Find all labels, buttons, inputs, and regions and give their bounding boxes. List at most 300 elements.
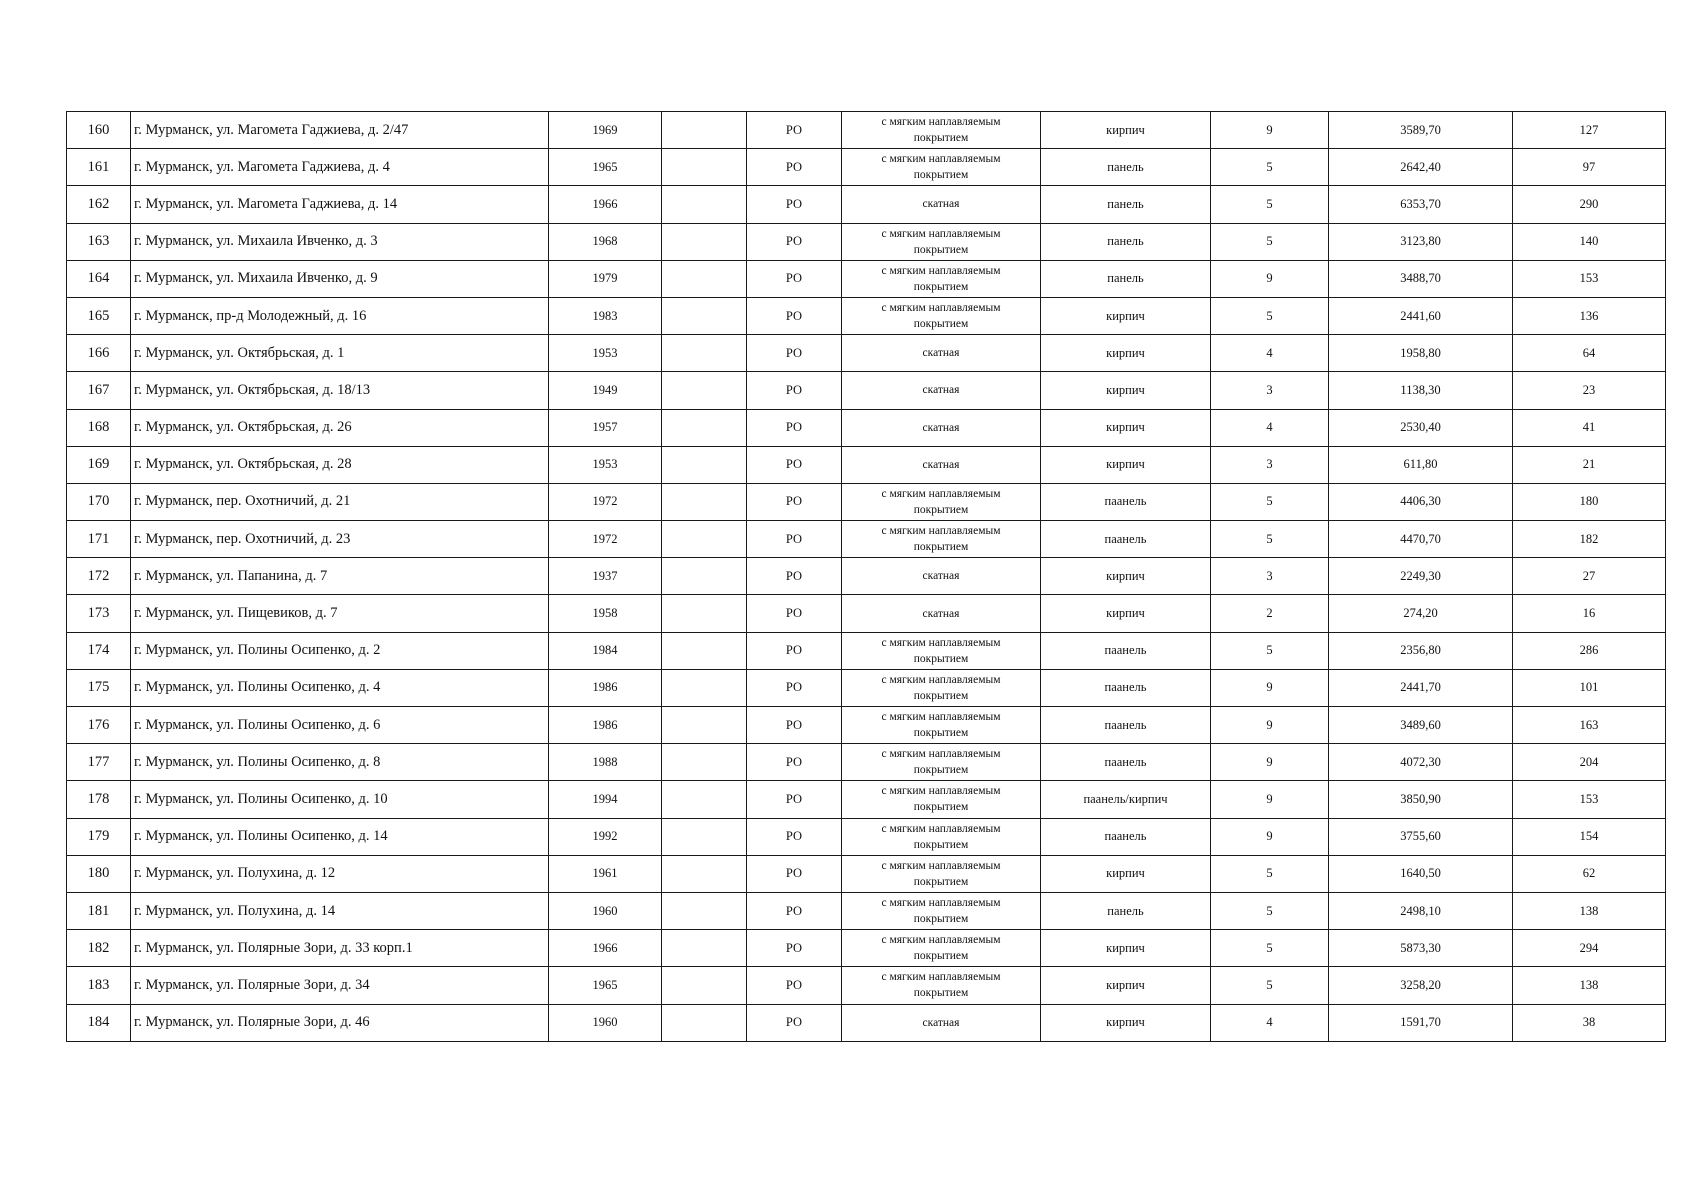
build-year-cell: 1966 — [549, 186, 662, 223]
address-cell: г. Мурманск, ул. Полярные Зори, д. 34 — [131, 967, 549, 1004]
build-year-cell: 1986 — [549, 707, 662, 744]
roof-type-cell — [842, 855, 1041, 892]
address-cell: г. Мурманск, ул. Полины Осипенко, д. 10 — [131, 781, 549, 818]
floors-cell: 5 — [1211, 632, 1329, 669]
floors-cell: 2 — [1211, 595, 1329, 632]
roof-type-cell — [842, 149, 1041, 186]
floors-cell: 5 — [1211, 186, 1329, 223]
empty-cell — [662, 223, 747, 260]
roof-type-line: скатная — [922, 1016, 960, 1029]
residents-cell: 101 — [1513, 669, 1666, 706]
roof-type-line: скатная — [922, 570, 960, 583]
roof-type-line: скатная — [922, 198, 960, 211]
residents-cell: 138 — [1513, 892, 1666, 929]
program-type-cell: РО — [747, 855, 842, 892]
roof-type-cell — [842, 483, 1041, 520]
empty-cell — [662, 669, 747, 706]
roof-type-cell — [842, 818, 1041, 855]
build-year-cell: 1965 — [549, 967, 662, 1004]
table-row — [67, 483, 1666, 520]
floors-cell: 9 — [1211, 707, 1329, 744]
address-cell: г. Мурманск, ул. Магомета Гаджиева, д. 14 — [131, 186, 549, 223]
empty-cell — [662, 595, 747, 632]
program-type-cell: РО — [747, 818, 842, 855]
roof-type-cell — [842, 781, 1041, 818]
area-cell: 3488,70 — [1329, 260, 1513, 297]
empty-cell — [662, 707, 747, 744]
build-year-cell: 1968 — [549, 223, 662, 260]
program-type-cell: РО — [747, 186, 842, 223]
program-type-cell: РО — [747, 446, 842, 483]
address-cell: г. Мурманск, ул. Октябрьская, д. 26 — [131, 409, 549, 446]
build-year-cell: 1988 — [549, 744, 662, 781]
build-year-cell: 1969 — [549, 112, 662, 149]
area-cell: 1640,50 — [1329, 855, 1513, 892]
empty-cell — [662, 781, 747, 818]
build-year-cell: 1972 — [549, 483, 662, 520]
program-type-cell: РО — [747, 149, 842, 186]
roof-type-cell — [842, 632, 1041, 669]
area-cell: 3755,60 — [1329, 818, 1513, 855]
table-row — [67, 781, 1666, 818]
area-cell: 3258,20 — [1329, 967, 1513, 1004]
area-cell: 2249,30 — [1329, 558, 1513, 595]
empty-cell — [662, 632, 747, 669]
empty-cell — [662, 260, 747, 297]
residents-cell: 62 — [1513, 855, 1666, 892]
table-row — [67, 632, 1666, 669]
build-year-cell: 1965 — [549, 149, 662, 186]
table-row — [67, 595, 1666, 632]
residents-cell: 21 — [1513, 446, 1666, 483]
table-body — [67, 112, 1666, 1042]
program-type-cell: РО — [747, 297, 842, 334]
address-cell: г. Мурманск, ул. Полухина, д. 12 — [131, 855, 549, 892]
area-cell: 1138,30 — [1329, 372, 1513, 409]
floors-cell: 9 — [1211, 669, 1329, 706]
residents-cell: 138 — [1513, 967, 1666, 1004]
row-number-cell: 169 — [67, 446, 131, 483]
roof-type-cell — [842, 967, 1041, 1004]
roof-type-line: с мягким наплавляемым — [881, 822, 1001, 835]
floors-cell: 5 — [1211, 483, 1329, 520]
roof-type-cell — [842, 372, 1041, 409]
wall-material-cell: кирпич — [1041, 372, 1211, 409]
row-number-cell: 178 — [67, 781, 131, 818]
floors-cell: 5 — [1211, 149, 1329, 186]
build-year-cell: 1958 — [549, 595, 662, 632]
wall-material-cell: панель — [1041, 260, 1211, 297]
roof-type-cell — [842, 223, 1041, 260]
address-cell: г. Мурманск, ул. Полины Осипенко, д. 14 — [131, 818, 549, 855]
table-row — [67, 707, 1666, 744]
table-row — [67, 186, 1666, 223]
roof-type-line: покрытием — [913, 987, 969, 1000]
floors-cell: 4 — [1211, 1004, 1329, 1041]
wall-material-cell: кирпич — [1041, 595, 1211, 632]
area-cell: 2441,70 — [1329, 669, 1513, 706]
floors-cell: 5 — [1211, 930, 1329, 967]
roof-type-line: скатная — [922, 384, 960, 397]
roof-type-line: покрытием — [913, 764, 969, 777]
roof-type-cell — [842, 521, 1041, 558]
address-cell: г. Мурманск, ул. Михаила Ивченко, д. 9 — [131, 260, 549, 297]
empty-cell — [662, 1004, 747, 1041]
row-number-cell: 182 — [67, 930, 131, 967]
address-cell: г. Мурманск, ул. Магомета Гаджиева, д. 4 — [131, 149, 549, 186]
empty-cell — [662, 521, 747, 558]
area-cell: 5873,30 — [1329, 930, 1513, 967]
wall-material-cell: кирпич — [1041, 409, 1211, 446]
wall-material-cell: панель — [1041, 186, 1211, 223]
residents-cell: 286 — [1513, 632, 1666, 669]
address-cell: г. Мурманск, ул. Полины Осипенко, д. 6 — [131, 707, 549, 744]
roof-type-line: с мягким наплавляемым — [881, 487, 1001, 500]
address-cell: г. Мурманск, ул. Михаила Ивченко, д. 3 — [131, 223, 549, 260]
roof-type-cell — [842, 595, 1041, 632]
roof-type-line: скатная — [922, 458, 960, 471]
table-row — [67, 297, 1666, 334]
residents-cell: 23 — [1513, 372, 1666, 409]
residents-cell: 294 — [1513, 930, 1666, 967]
floors-cell: 4 — [1211, 335, 1329, 372]
residents-cell: 163 — [1513, 707, 1666, 744]
row-number-cell: 172 — [67, 558, 131, 595]
floors-cell: 9 — [1211, 260, 1329, 297]
roof-type-line: покрытием — [913, 727, 969, 740]
row-number-cell: 162 — [67, 186, 131, 223]
area-cell: 6353,70 — [1329, 186, 1513, 223]
row-number-cell: 175 — [67, 669, 131, 706]
row-number-cell: 167 — [67, 372, 131, 409]
wall-material-cell: панель — [1041, 149, 1211, 186]
build-year-cell: 1979 — [549, 260, 662, 297]
program-type-cell: РО — [747, 967, 842, 1004]
roof-type-line: скатная — [922, 347, 960, 360]
address-cell: г. Мурманск, ул. Октябрьская, д. 1 — [131, 335, 549, 372]
roof-type-line: с мягким наплавляемым — [881, 302, 1001, 315]
table-row — [67, 335, 1666, 372]
area-cell: 2441,60 — [1329, 297, 1513, 334]
residents-cell: 41 — [1513, 409, 1666, 446]
row-number-cell: 166 — [67, 335, 131, 372]
row-number-cell: 176 — [67, 707, 131, 744]
roof-type-line: покрытием — [913, 838, 969, 851]
roof-type-cell — [842, 930, 1041, 967]
table-row — [67, 855, 1666, 892]
row-number-cell: 168 — [67, 409, 131, 446]
table-row — [67, 372, 1666, 409]
residents-cell: 153 — [1513, 260, 1666, 297]
roof-type-line: покрытием — [913, 950, 969, 963]
program-type-cell: РО — [747, 409, 842, 446]
table-row — [67, 446, 1666, 483]
table-row — [67, 892, 1666, 929]
residents-cell: 182 — [1513, 521, 1666, 558]
build-year-cell: 1992 — [549, 818, 662, 855]
area-cell: 3489,60 — [1329, 707, 1513, 744]
table-row — [67, 818, 1666, 855]
roof-type-cell — [842, 446, 1041, 483]
program-type-cell: РО — [747, 669, 842, 706]
floors-cell: 4 — [1211, 409, 1329, 446]
empty-cell — [662, 186, 747, 223]
wall-material-cell: паанель — [1041, 744, 1211, 781]
roof-type-line: с мягким наплавляемым — [881, 785, 1001, 798]
roof-type-line: скатная — [922, 421, 960, 434]
floors-cell: 5 — [1211, 892, 1329, 929]
build-year-cell: 1966 — [549, 930, 662, 967]
floors-cell: 5 — [1211, 521, 1329, 558]
wall-material-cell: кирпич — [1041, 558, 1211, 595]
residents-cell: 290 — [1513, 186, 1666, 223]
program-type-cell: РО — [747, 744, 842, 781]
roof-type-line: покрытием — [913, 280, 969, 293]
row-number-cell: 160 — [67, 112, 131, 149]
table-row — [67, 149, 1666, 186]
roof-type-cell — [842, 558, 1041, 595]
build-year-cell: 1986 — [549, 669, 662, 706]
row-number-cell: 165 — [67, 297, 131, 334]
residents-cell: 38 — [1513, 1004, 1666, 1041]
roof-type-line: с мягким наплавляемым — [881, 897, 1001, 910]
residents-cell: 27 — [1513, 558, 1666, 595]
housing-registry-table — [66, 111, 1666, 1042]
row-number-cell: 170 — [67, 483, 131, 520]
roof-type-line: покрытием — [913, 652, 969, 665]
roof-type-line: с мягким наплавляемым — [881, 116, 1001, 129]
empty-cell — [662, 149, 747, 186]
table-row — [67, 112, 1666, 149]
roof-type-line: покрытием — [913, 169, 969, 182]
area-cell: 2530,40 — [1329, 409, 1513, 446]
build-year-cell: 1960 — [549, 1004, 662, 1041]
empty-cell — [662, 372, 747, 409]
address-cell: г. Мурманск, ул. Полярные Зори, д. 46 — [131, 1004, 549, 1041]
area-cell: 4072,30 — [1329, 744, 1513, 781]
floors-cell: 9 — [1211, 744, 1329, 781]
floors-cell: 5 — [1211, 855, 1329, 892]
roof-type-line: с мягким наплавляемым — [881, 153, 1001, 166]
wall-material-cell: кирпич — [1041, 297, 1211, 334]
roof-type-line: покрытием — [913, 689, 969, 702]
empty-cell — [662, 335, 747, 372]
program-type-cell: РО — [747, 781, 842, 818]
program-type-cell: РО — [747, 521, 842, 558]
roof-type-line: с мягким наплавляемым — [881, 673, 1001, 686]
empty-cell — [662, 483, 747, 520]
row-number-cell: 163 — [67, 223, 131, 260]
program-type-cell: РО — [747, 595, 842, 632]
table-row — [67, 669, 1666, 706]
wall-material-cell: паанель — [1041, 521, 1211, 558]
row-number-cell: 183 — [67, 967, 131, 1004]
residents-cell: 64 — [1513, 335, 1666, 372]
area-cell: 2642,40 — [1329, 149, 1513, 186]
roof-type-cell — [842, 335, 1041, 372]
build-year-cell: 1972 — [549, 521, 662, 558]
empty-cell — [662, 112, 747, 149]
address-cell: г. Мурманск, пр-д Молодежный, д. 16 — [131, 297, 549, 334]
roof-type-cell — [842, 707, 1041, 744]
row-number-cell: 179 — [67, 818, 131, 855]
roof-type-line: с мягким наплавляемым — [881, 711, 1001, 724]
residents-cell: 154 — [1513, 818, 1666, 855]
empty-cell — [662, 297, 747, 334]
program-type-cell: РО — [747, 632, 842, 669]
program-type-cell: РО — [747, 483, 842, 520]
program-type-cell: РО — [747, 707, 842, 744]
program-type-cell: РО — [747, 223, 842, 260]
empty-cell — [662, 818, 747, 855]
residents-cell: 127 — [1513, 112, 1666, 149]
residents-cell: 153 — [1513, 781, 1666, 818]
floors-cell: 9 — [1211, 818, 1329, 855]
empty-cell — [662, 446, 747, 483]
program-type-cell: РО — [747, 1004, 842, 1041]
residents-cell: 180 — [1513, 483, 1666, 520]
empty-cell — [662, 744, 747, 781]
roof-type-line: покрытием — [913, 503, 969, 516]
address-cell: г. Мурманск, ул. Полины Осипенко, д. 4 — [131, 669, 549, 706]
area-cell: 611,80 — [1329, 446, 1513, 483]
table-row — [67, 1004, 1666, 1041]
table-row — [67, 930, 1666, 967]
address-cell: г. Мурманск, ул. Папанина, д. 7 — [131, 558, 549, 595]
build-year-cell: 1961 — [549, 855, 662, 892]
wall-material-cell: паанель — [1041, 483, 1211, 520]
table-row — [67, 223, 1666, 260]
program-type-cell: РО — [747, 112, 842, 149]
residents-cell: 204 — [1513, 744, 1666, 781]
area-cell: 3123,80 — [1329, 223, 1513, 260]
address-cell: г. Мурманск, ул. Полярные Зори, д. 33 корп.1 — [131, 930, 549, 967]
wall-material-cell: паанель/кирпич — [1041, 781, 1211, 818]
build-year-cell: 1957 — [549, 409, 662, 446]
program-type-cell: РО — [747, 558, 842, 595]
empty-cell — [662, 558, 747, 595]
roof-type-line: с мягким наплавляемым — [881, 525, 1001, 538]
roof-type-cell — [842, 112, 1041, 149]
table-row — [67, 260, 1666, 297]
roof-type-line: покрытием — [913, 132, 969, 145]
residents-cell: 136 — [1513, 297, 1666, 334]
address-cell: г. Мурманск, ул. Полухина, д. 14 — [131, 892, 549, 929]
build-year-cell: 1983 — [549, 297, 662, 334]
area-cell: 2498,10 — [1329, 892, 1513, 929]
wall-material-cell: панель — [1041, 892, 1211, 929]
area-cell: 3589,70 — [1329, 112, 1513, 149]
area-cell: 1591,70 — [1329, 1004, 1513, 1041]
address-cell: г. Мурманск, ул. Полины Осипенко, д. 8 — [131, 744, 549, 781]
wall-material-cell: паанель — [1041, 632, 1211, 669]
roof-type-line: с мягким наплавляемым — [881, 264, 1001, 277]
floors-cell: 5 — [1211, 967, 1329, 1004]
wall-material-cell: кирпич — [1041, 112, 1211, 149]
row-number-cell: 184 — [67, 1004, 131, 1041]
roof-type-cell — [842, 892, 1041, 929]
row-number-cell: 177 — [67, 744, 131, 781]
build-year-cell: 1953 — [549, 335, 662, 372]
wall-material-cell: панель — [1041, 223, 1211, 260]
wall-material-cell: кирпич — [1041, 855, 1211, 892]
area-cell: 1958,80 — [1329, 335, 1513, 372]
wall-material-cell: кирпич — [1041, 335, 1211, 372]
wall-material-cell: кирпич — [1041, 930, 1211, 967]
wall-material-cell: паанель — [1041, 669, 1211, 706]
floors-cell: 3 — [1211, 558, 1329, 595]
row-number-cell: 161 — [67, 149, 131, 186]
wall-material-cell: кирпич — [1041, 967, 1211, 1004]
roof-type-cell — [842, 297, 1041, 334]
program-type-cell: РО — [747, 930, 842, 967]
build-year-cell: 1953 — [549, 446, 662, 483]
roof-type-line: покрытием — [913, 875, 969, 888]
roof-type-line: с мягким наплавляемым — [881, 859, 1001, 872]
floors-cell: 5 — [1211, 223, 1329, 260]
area-cell: 2356,80 — [1329, 632, 1513, 669]
program-type-cell: РО — [747, 260, 842, 297]
address-cell: г. Мурманск, ул. Пищевиков, д. 7 — [131, 595, 549, 632]
roof-type-line: с мягким наплавляемым — [881, 636, 1001, 649]
empty-cell — [662, 855, 747, 892]
roof-type-line: покрытием — [913, 541, 969, 554]
row-number-cell: 174 — [67, 632, 131, 669]
wall-material-cell: паанель — [1041, 707, 1211, 744]
build-year-cell: 1949 — [549, 372, 662, 409]
table-row — [67, 967, 1666, 1004]
roof-type-line: с мягким наплавляемым — [881, 971, 1001, 984]
area-cell: 4406,30 — [1329, 483, 1513, 520]
roof-type-cell — [842, 409, 1041, 446]
table-row — [67, 744, 1666, 781]
floors-cell: 3 — [1211, 372, 1329, 409]
empty-cell — [662, 967, 747, 1004]
roof-type-line: покрытием — [913, 243, 969, 256]
empty-cell — [662, 930, 747, 967]
roof-type-cell — [842, 744, 1041, 781]
row-number-cell: 173 — [67, 595, 131, 632]
address-cell: г. Мурманск, ул. Магомета Гаджиева, д. 2/47 — [131, 112, 549, 149]
roof-type-cell — [842, 669, 1041, 706]
roof-type-line: с мягким наплавляемым — [881, 934, 1001, 947]
program-type-cell: РО — [747, 892, 842, 929]
roof-type-cell — [842, 260, 1041, 297]
residents-cell: 97 — [1513, 149, 1666, 186]
program-type-cell: РО — [747, 372, 842, 409]
roof-type-line: с мягким наплавляемым — [881, 227, 1001, 240]
roof-type-line: покрытием — [913, 318, 969, 331]
wall-material-cell: кирпич — [1041, 446, 1211, 483]
table-row — [67, 521, 1666, 558]
address-cell: г. Мурманск, пер. Охотничий, д. 23 — [131, 521, 549, 558]
row-number-cell: 181 — [67, 892, 131, 929]
wall-material-cell: паанель — [1041, 818, 1211, 855]
roof-type-line: покрытием — [913, 913, 969, 926]
address-cell: г. Мурманск, ул. Октябрьская, д. 18/13 — [131, 372, 549, 409]
empty-cell — [662, 892, 747, 929]
build-year-cell: 1937 — [549, 558, 662, 595]
row-number-cell: 171 — [67, 521, 131, 558]
area-cell: 274,20 — [1329, 595, 1513, 632]
roof-type-line: покрытием — [913, 801, 969, 814]
roof-type-line: скатная — [922, 607, 960, 620]
residents-cell: 140 — [1513, 223, 1666, 260]
build-year-cell: 1960 — [549, 892, 662, 929]
wall-material-cell: кирпич — [1041, 1004, 1211, 1041]
table-row — [67, 409, 1666, 446]
floors-cell: 5 — [1211, 297, 1329, 334]
